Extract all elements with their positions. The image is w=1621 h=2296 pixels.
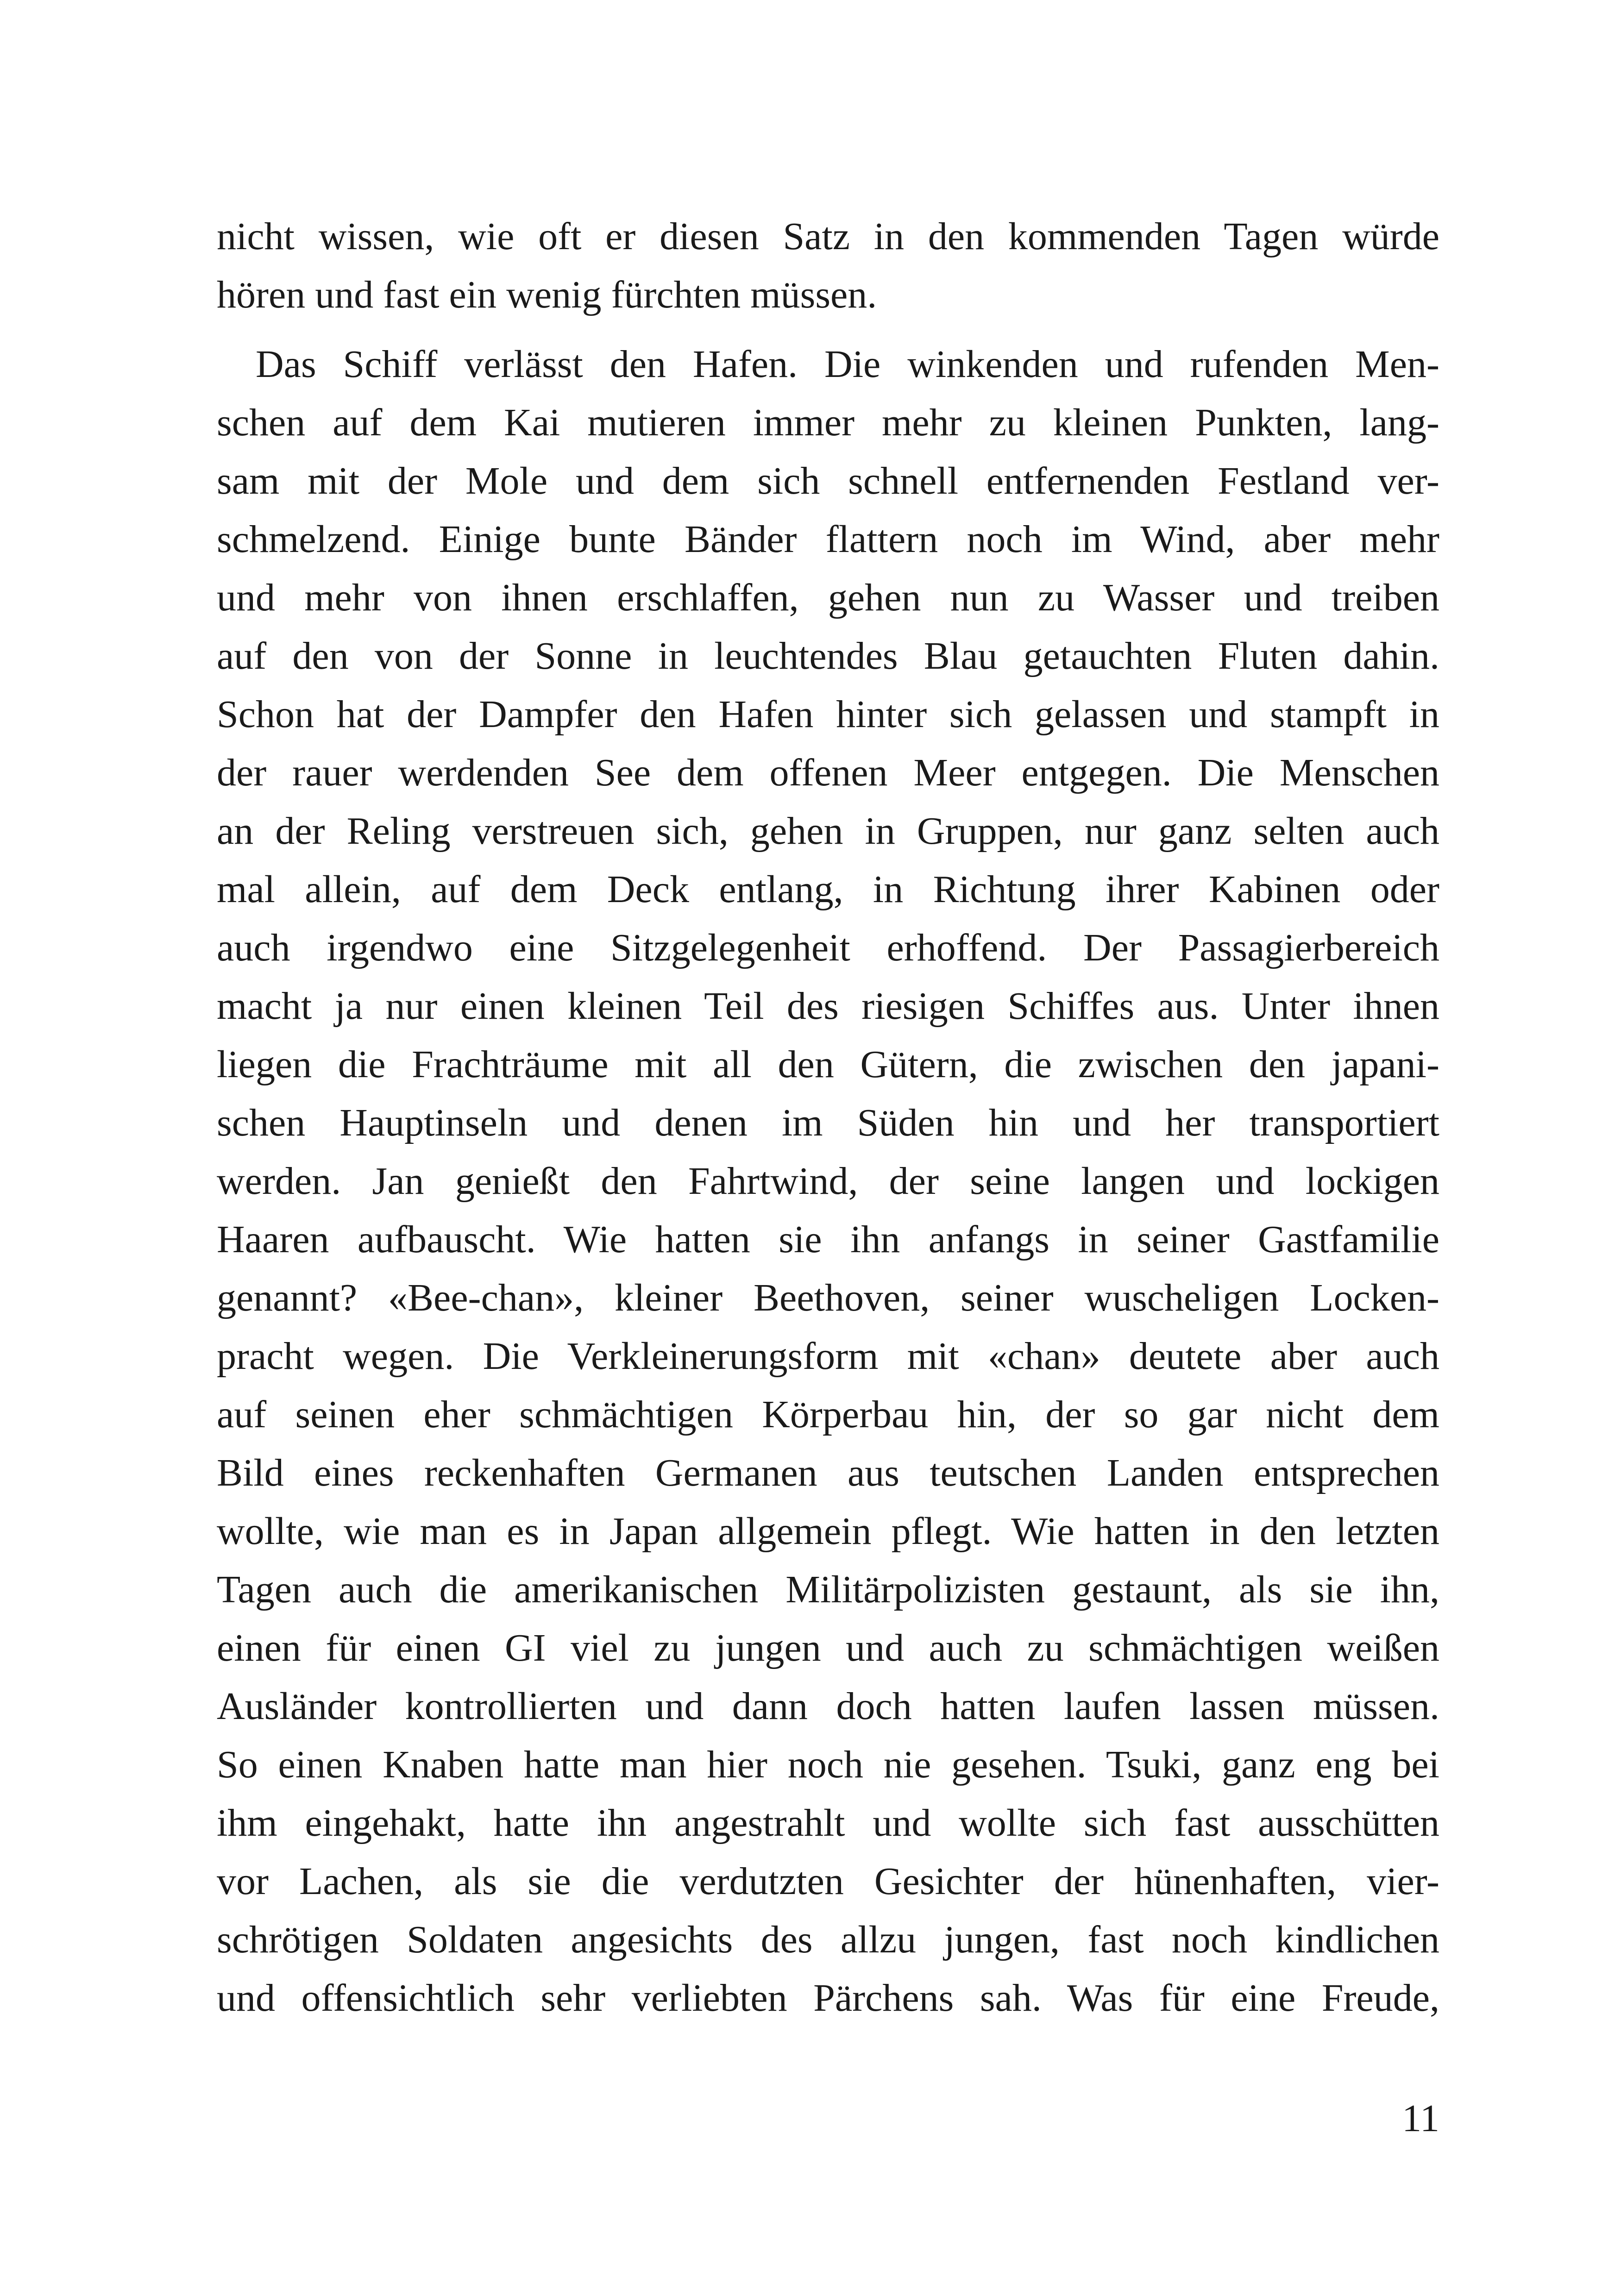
text-line: und mehr von ihnen erschlaffen, gehen nun zu Wasser und treiben [217,576,1439,619]
text-line: schen auf dem Kai mutieren immer mehr zu kleinen Punkten, lang- [217,401,1439,444]
page-number: 11 [1402,2097,1439,2140]
text-line: werden. Jan genießt den Fahrtwind, der seine langen und lockigen [217,1160,1439,1203]
text-line: pracht wegen. Die Verkleinerungsform mit «chan» deutete aber auch [217,1335,1439,1378]
text-line: Schon hat der Dampfer den Hafen hinter sich gelassen und stampft in [217,693,1439,736]
text-line: Das Schiff verlässt den Hafen. Die winkenden und rufenden Men- [256,343,1439,386]
text-line: auf seinen eher schmächtigen Körperbau hin, der so gar nicht dem [217,1393,1439,1436]
text-line: schmelzend. Einige bunte Bänder flattern noch im Wind, aber mehr [217,518,1439,561]
text-line: einen für einen GI viel zu jungen und auch zu schmächtigen weißen [217,1626,1439,1669]
text-line: der rauer werdenden See dem offenen Meer entgegen. Die Menschen [217,751,1439,794]
text-line: nicht wissen, wie oft er diesen Satz in den kommenden Tagen würde [217,215,1439,258]
text-line: an der Reling verstreuen sich, gehen in Gruppen, nur ganz selten auch [217,809,1439,853]
text-line: genannt? «Bee-chan», kleiner Beethoven, seiner wuscheligen Locken- [217,1276,1439,1319]
text-line: schen Hauptinseln und denen im Süden hin und her transportiert [217,1101,1439,1144]
text-line: Tagen auch die amerikanischen Militärpolizisten gestaunt, als sie ihn, [217,1568,1439,1611]
text-line: und offensichtlich sehr verliebten Pärchens sah. Was für eine Freude, [217,1976,1439,2020]
text-line: vor Lachen, als sie die verdutzten Gesichter der hünenhaften, vier- [217,1860,1439,1903]
text-line: wollte, wie man es in Japan allgemein pflegt. Wie hatten in den letzten [217,1510,1439,1553]
text-line: So einen Knaben hatte man hier noch nie gesehen. Tsuki, ganz eng bei [217,1743,1439,1786]
text-line: ihm eingehakt, hatte ihn angestrahlt und wollte sich fast ausschütten [217,1801,1439,1844]
text-line: auf den von der Sonne in leuchtendes Blau getauchten Fluten dahin. [217,634,1439,678]
text-line: sam mit der Mole und dem sich schnell entfernenden Festland ver- [217,459,1439,502]
text-line: mal allein, auf dem Deck entlang, in Richtung ihrer Kabinen oder [217,868,1439,911]
text-line: auch irgendwo eine Sitzgelegenheit erhoffend. Der Passagierbereich [217,926,1439,969]
text-line: Bild eines reckenhaften Germanen aus teutschen Landen entsprechen [217,1451,1439,1494]
paragraph-gap [217,324,1439,335]
text-line: schrötigen Soldaten angesichts des allzu jungen, fast noch kindlichen [217,1918,1439,1961]
text-line: Haaren aufbauscht. Wie hatten sie ihn anfangs in seiner Gastfamilie [217,1218,1439,1261]
body-text [217,207,1439,2027]
text-line: liegen die Frachträume mit all den Gütern, die zwischen den japani- [217,1043,1439,1086]
text-line: Ausländer kontrollierten und dann doch hatten laufen lassen müssen. [217,1685,1439,1728]
text-line: hören und fast ein wenig fürchten müssen. [217,273,877,316]
text-line: macht ja nur einen kleinen Teil des riesigen Schiffes aus. Unter ihnen [217,985,1439,1028]
